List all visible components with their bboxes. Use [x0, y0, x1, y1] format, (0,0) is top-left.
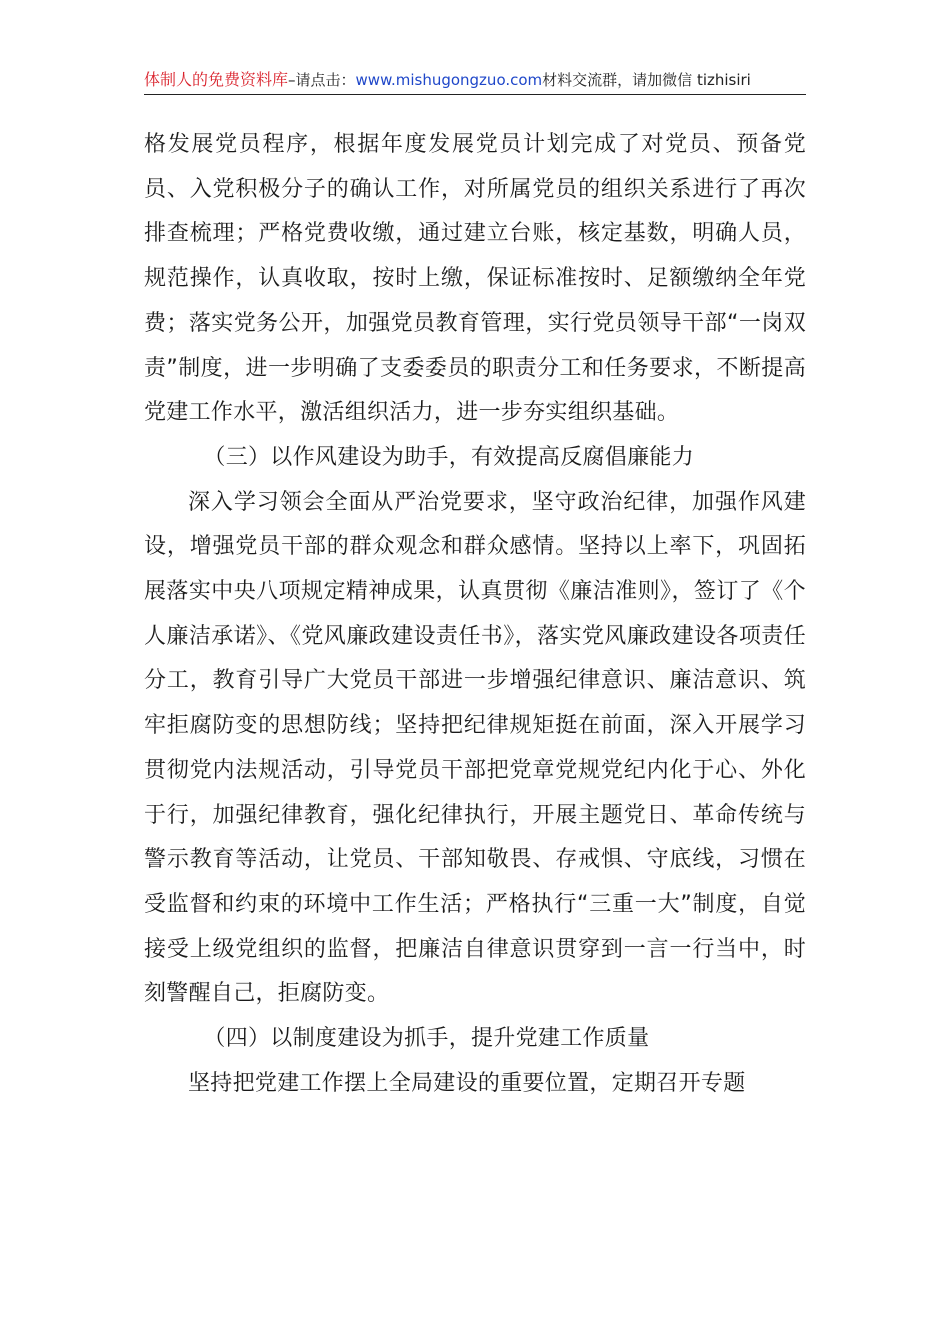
page-header [144, 66, 806, 95]
header-contact: 材料交流群，请加微信 tizhisiri [542, 71, 751, 89]
body-paragraph-3: 坚持把党建工作摆上全局建设的重要位置，定期召开专题 [188, 1070, 746, 1096]
section-heading-3: （三）以作风建设为助手，有效提高反腐倡廉能力 [203, 444, 694, 470]
header-brand: 体制人的免费资料库 [144, 70, 289, 89]
header-url-link[interactable]: www.mishugongzuo.com [355, 71, 543, 89]
section-heading-4: （四）以制度建设为抓手，提升党建工作质量 [203, 1026, 650, 1052]
body-paragraph-1: 格发展党员程序，根据年度发展党员计划完成了对党员、预备党员、入党积极分子的确认工作，对所属党员的组织关系进行了再次排查梳理；严格党费收缴，通过建立台账，核定基数，明确人员，规范操作，认真收取，按时上缴，保证标准按时、足额缴纳全年党费；落实党务公开，加强党员教育管理，实行党员领导干部“一岗双责”制度，进一步明确了支委委员的职责分工和任务要求，不断提高党建工作水平，激活组织活力，进一步夯实组织基础。 [144, 132, 806, 426]
header-prompt: –请点击： [288, 71, 356, 89]
body-paragraph-2: 深入学习领会全面从严治党要求，坚守政治纪律，加强作风建设，增强党员干部的群众观念和群众感情。坚持以上率下，巩固拓展落实中央八项规定精神成果，认真贯彻《廉洁准则》，签订了《个人廉洁承诺》、《党风廉政建设责任书》，落实党风廉政建设各项责任分工，教育引导广大党员干部进一步增强纪律意识、廉洁意识、筑牢拒腐防变的思想防线；坚持把纪律规矩挺在前面，深入开展学习贯彻党内法规活动，引导党员干部把党章党规党纪内化于心、外化于行，加强纪律教育，强化纪律执行，开展主题党日、革命传统与警示教育等活动，让党员、干部知敬畏、存戒惧、守底线，习惯在受监督和约束的环境中工作生活；严格执行“三重一大”制度，自觉接受上级党组织的监督，把廉洁自律意识贯穿到一言一行当中，时刻警醒自己，拒腐防变。 [144, 489, 806, 1007]
document-body [144, 123, 806, 1106]
